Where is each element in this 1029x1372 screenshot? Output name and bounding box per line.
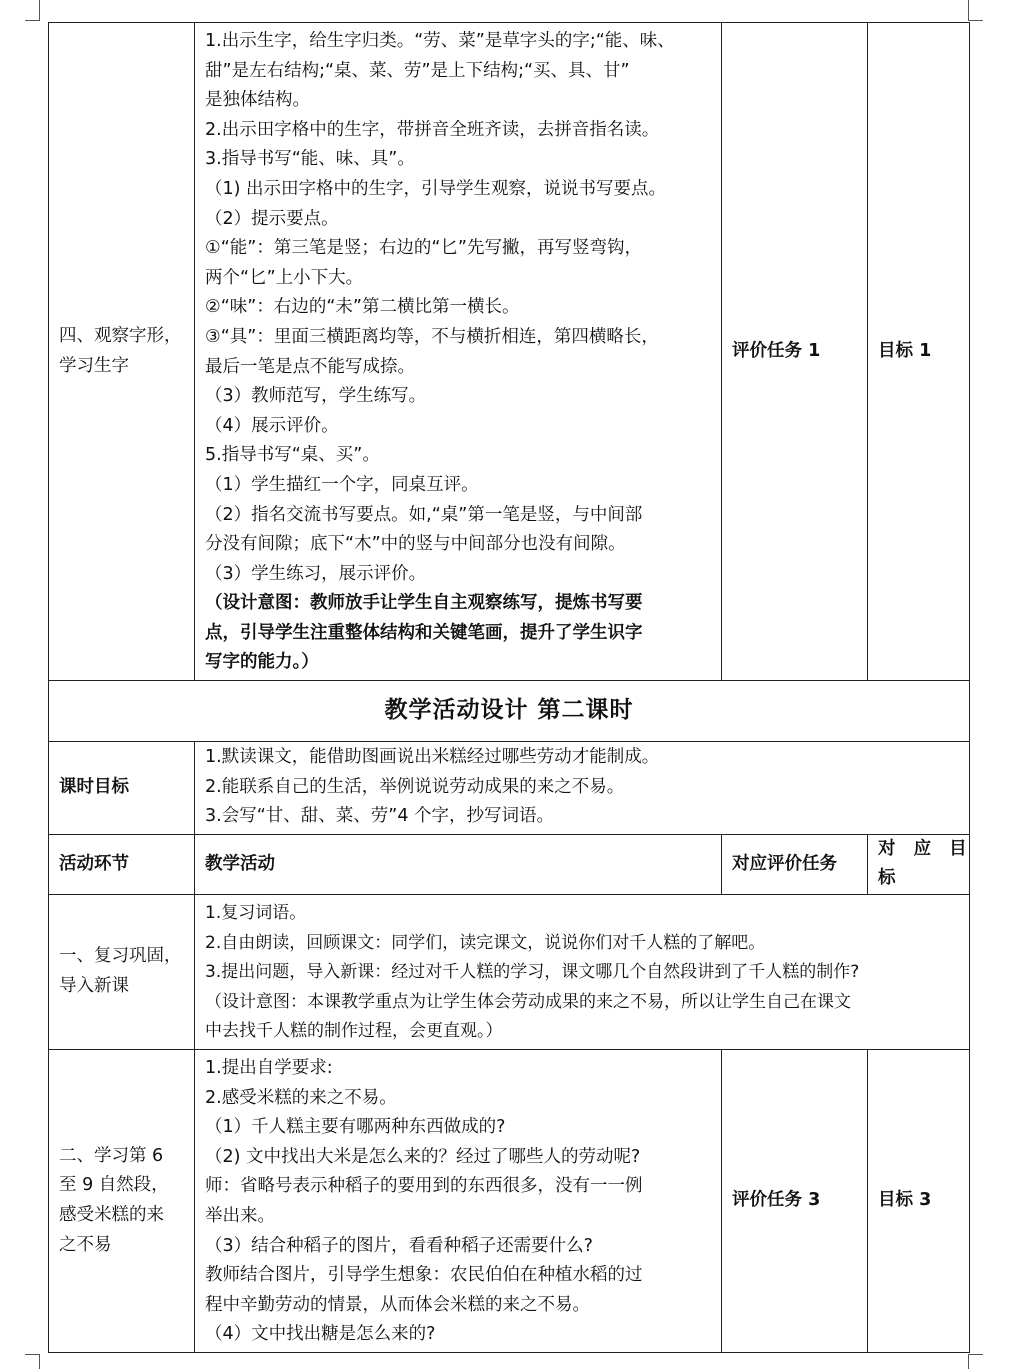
activity-line: （1）学生描红一个字，同桌互评。 [205, 474, 479, 495]
table-row [49, 1050, 970, 1353]
stage-text: 感受米糕的来 [59, 1204, 164, 1225]
activity-line: 2.自由朗读，回顾课文：同学们，读完课文，说说你们对千人糕的了解吧。 [205, 932, 766, 953]
column-header-row [49, 834, 970, 894]
crop-mark-bottom-right [968, 1354, 983, 1369]
goal-cell: 目标 1 [868, 23, 970, 681]
activity-line: 师：省略号表示种稻子的要用到的东西很多，没有一一例 [205, 1176, 643, 1197]
activity-line: 3.指导书写“能、味、具”。 [205, 149, 415, 170]
activity-cell [195, 1050, 722, 1353]
header-goal [868, 834, 973, 894]
stage-cell [49, 1050, 195, 1353]
stage-cell [49, 23, 195, 681]
lesson-goals-cell [195, 742, 970, 835]
activity-line: （4）展示评价。 [205, 415, 339, 436]
activity-line: 两个“匕”上小下大。 [205, 267, 364, 288]
activity-line: （设计意图：本课教学重点为让学生体会劳动成果的来之不易，所以让学生自己在课文 [205, 991, 851, 1012]
activity-line: 1.提出自学要求: [205, 1058, 333, 1078]
design-intent-line: 写字的能力。） [205, 652, 319, 673]
activity-line: 最后一笔是点不能写成捺。 [205, 356, 415, 377]
lesson-plan-table [48, 22, 973, 1353]
lesson-goals-label: 课时目标 [49, 742, 195, 835]
activity-line: 3.提出问题，导入新课：经过对千人糕的学习，课文哪几个自然段讲到了千人糕的制作? [205, 962, 860, 983]
activity-line: ③“具”：里面三横距离均等，不与横折相连，第四横略长， [205, 326, 659, 347]
activity-line: （3）结合种稻子的图片，看看种稻子还需要什么? [205, 1235, 593, 1256]
crop-mark-bottom-left [25, 1354, 40, 1369]
activity-line: （2）提示要点。 [205, 208, 339, 229]
goal-line: 1.默读课文，能借助图画说出米糕经过哪些劳动才能制成。 [205, 747, 660, 768]
activity-line: 2.感受米糕的来之不易。 [205, 1087, 397, 1108]
activity-line: （2) 文中找出大米是怎么来的？经过了哪些人的劳动呢? [205, 1146, 641, 1167]
stage-text: 二、学习第 6 [59, 1145, 164, 1166]
design-intent-line: （设计意图：教师放手让学生自主观察练写，提炼书写要 [205, 593, 643, 614]
section-title: 教学活动设计 第二课时 [49, 681, 970, 742]
activity-line: ①“能”：第三笔是竖；右边的“匕”先写撇，再写竖弯钩， [205, 238, 642, 259]
header-activity: 教学活动 [195, 834, 722, 894]
activity-line: 分没有间隙；底下“木”中的竖与中间部分也没有间隙。 [205, 534, 626, 555]
header-goal-text: 标 [878, 868, 896, 889]
goal-line: 2.能联系自己的生活，举例说说劳动成果的来之不易。 [205, 776, 625, 797]
design-intent-line: 点，引导学生注重整体结构和关键笔画，提升了学生识字 [205, 622, 643, 643]
evaluation-task-cell: 评价任务 3 [722, 1050, 868, 1353]
activity-line: （4）文中找出糖是怎么来的? [205, 1324, 436, 1345]
activity-line: （3）教师范写，学生练写。 [205, 386, 427, 407]
activity-line: 教师结合图片，引导学生想象：农民伯伯在种植水稻的过 [205, 1265, 643, 1286]
activity-line: 甜”是左右结构;“桌、菜、劳”是上下结构;“买、具、甘” [205, 60, 630, 81]
activity-cell [195, 23, 722, 681]
stage-text: 四、观察字形， [59, 325, 182, 346]
activity-line: 5.指导书写“桌、买”。 [205, 445, 380, 466]
goal-cell: 目标 3 [868, 1050, 970, 1353]
activity-line: 举出来。 [205, 1205, 275, 1226]
activity-line: 中去找千人糕的制作过程，会更直观。） [205, 1021, 503, 1042]
activity-line: ②“味”：右边的“未”第二横比第一横长。 [205, 297, 520, 318]
activity-line: 1.出示生字，给生字归类。“劳、菜”是草字头的字;“能、味、 [205, 31, 675, 51]
stage-text: 一、复习巩固， [59, 946, 182, 967]
section-title-row [49, 681, 970, 742]
stage-text: 之不易 [59, 1234, 112, 1255]
activity-line: （3）学生练习，展示评价。 [205, 563, 427, 584]
table-row [49, 23, 970, 681]
header-stage: 活动环节 [49, 834, 195, 894]
lesson-goals-row [49, 742, 970, 835]
goal-line: 3.会写“甘、甜、菜、劳”4 个字，抄写词语。 [205, 806, 555, 827]
header-task: 对应评价任务 [722, 834, 868, 894]
activity-line: （1）千人糕主要有哪两种东西做成的? [205, 1117, 506, 1138]
activity-line: 是独体结构。 [205, 90, 310, 111]
crop-mark-top-right [968, 0, 983, 21]
table-row [49, 895, 970, 1050]
activity-cell [195, 895, 970, 1050]
activity-line: （2）指名交流书写要点。如,“桌”第一笔是竖，与中间部 [205, 504, 643, 525]
activity-line: 2.出示田字格中的生字，带拼音全班齐读，去拼音指名读。 [205, 119, 660, 140]
stage-text: 至 9 自然段， [59, 1175, 169, 1196]
header-goal-text: 对 应 目 [878, 838, 973, 859]
activity-line: 1.复习词语。 [205, 903, 307, 924]
stage-cell [49, 895, 195, 1050]
activity-line: 程中辛勤劳动的情景，从而体会米糕的来之不易。 [205, 1294, 590, 1315]
stage-text: 学习生字 [59, 355, 129, 376]
activity-line: （1) 出示田字格中的生字，引导学生观察，说说书写要点。 [205, 178, 667, 199]
evaluation-task-cell: 评价任务 1 [722, 23, 868, 681]
crop-mark-top-left [25, 0, 40, 21]
stage-text: 导入新课 [59, 976, 129, 997]
